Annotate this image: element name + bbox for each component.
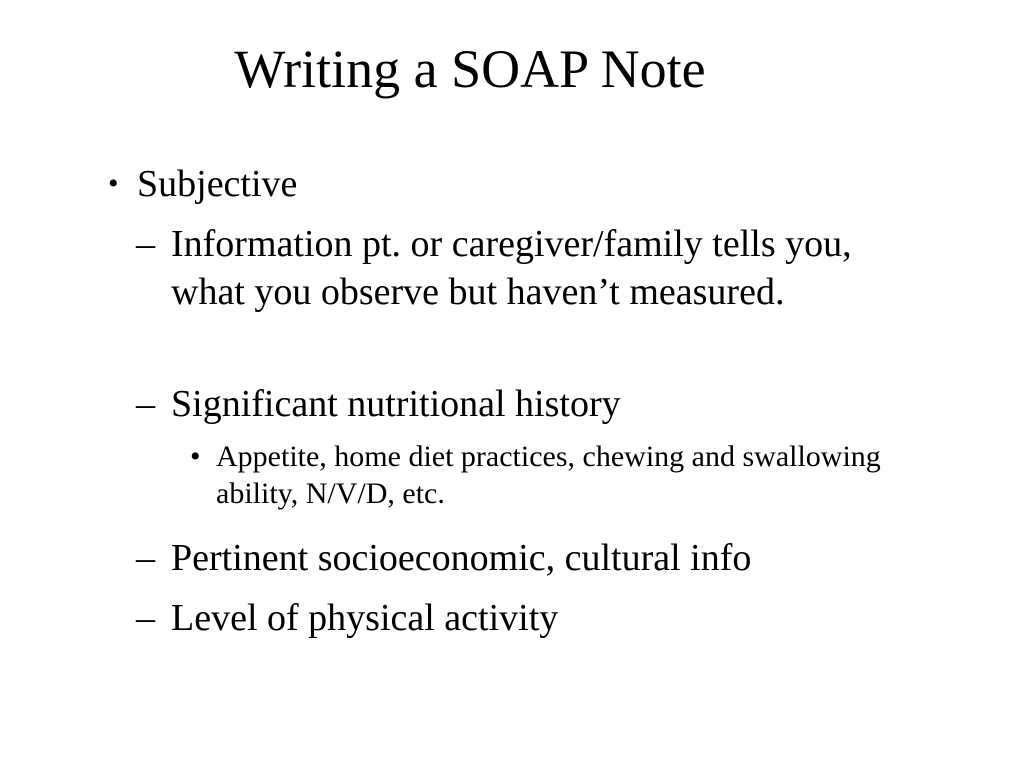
- sub-bullet-physical-activity: [0, 594, 1024, 642]
- sub-bullet-text: Information pt. or caregiver/family tells you, what you observe but haven’t measured.: [171, 223, 852, 313]
- sub-bullet-text: Significant nutritional history: [171, 383, 621, 425]
- sub-sub-bullet-appetite: [0, 438, 1024, 518]
- sub-bullet-information: [0, 220, 1024, 364]
- sub-bullet-text: Level of physical activity: [171, 597, 559, 639]
- bullet-subjective: [0, 160, 1024, 208]
- bullet-marker: •: [108, 167, 119, 200]
- bullet-text: Subjective: [137, 163, 298, 205]
- sub-bullet-nutritional-history: [0, 380, 1024, 428]
- sub-sub-bullet-text: Appetite, home diet practices, chewing and swallowing ability, N/V/D, etc.: [216, 440, 881, 510]
- slide-title: Writing a SOAP Note: [234, 39, 706, 99]
- bullet-marker: •: [190, 440, 201, 473]
- dash-marker: –: [136, 223, 155, 265]
- sub-bullet-text: Pertinent socioeconomic, cultural info: [171, 537, 752, 579]
- sub-bullet-socioeconomic: [0, 534, 1024, 582]
- dash-marker: –: [136, 597, 155, 639]
- dash-marker: –: [136, 537, 155, 579]
- dash-marker: –: [136, 383, 155, 425]
